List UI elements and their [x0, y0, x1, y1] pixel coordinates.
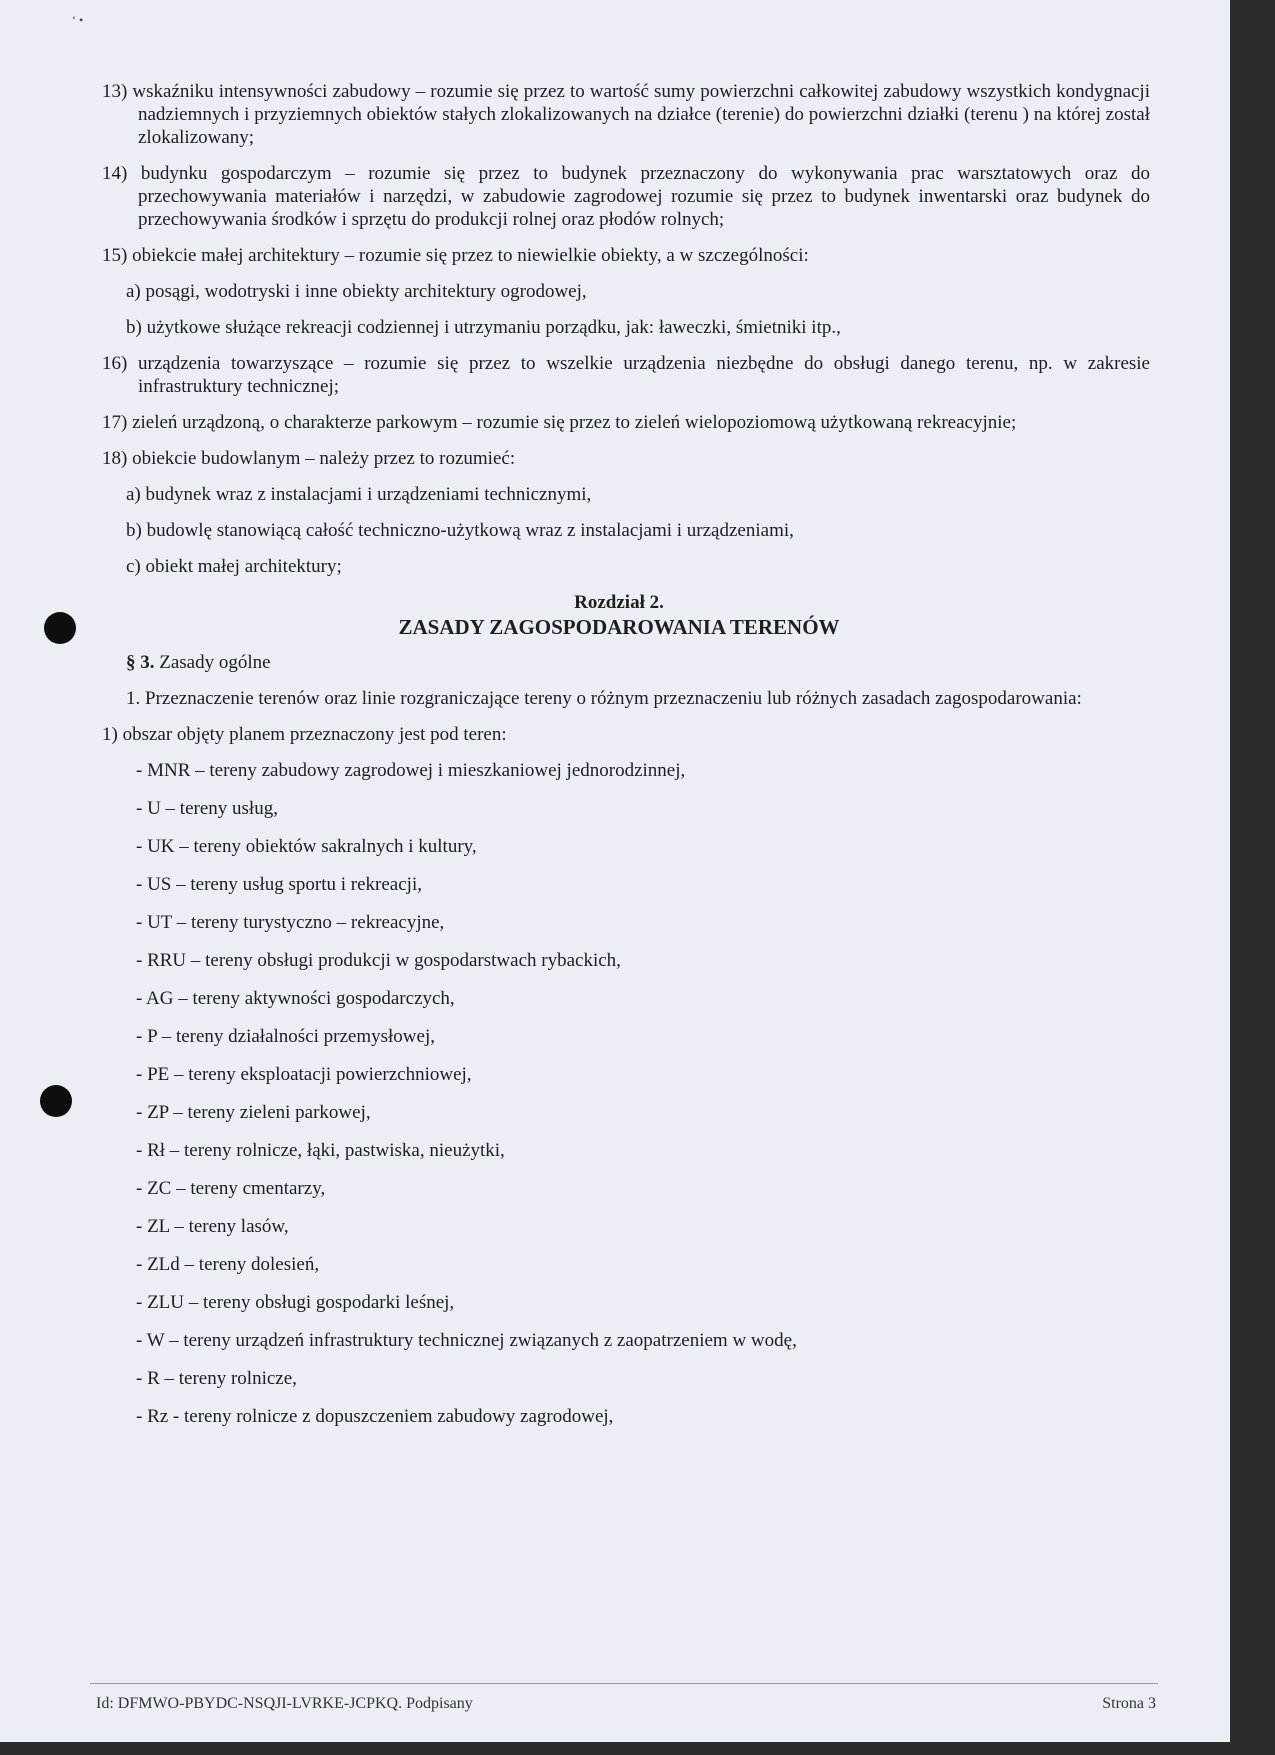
scan-border-right [1230, 0, 1275, 1755]
section-title: Zasady ogólne [159, 652, 271, 673]
section-heading [126, 651, 1150, 674]
document-id: Id: DFMWO-PBYDC-NSQJI-LVRKE-JCPKQ. Podpisany [96, 1695, 473, 1712]
list-item: - ZLU – tereny obsługi gospodarki leśnej, [136, 1292, 455, 1313]
corner-mark: ‘ • [72, 13, 84, 27]
scan-border-bottom [0, 1742, 1275, 1755]
list-item: - Rł – tereny rolnicze, łąki, pastwiska, nieużytki, [136, 1140, 505, 1161]
list-item: - U – tereny usług, [136, 798, 278, 819]
definition-14: 14) budynku gospodarczym – rozumie się przez to budynek przeznaczony do wykonywania prac warsztatowych oraz do przechowywania materiałów i narzędzi, w zabudowie zagrodowej rozumie się przez to budynek inwentarski oraz budynek do przechowywania środków i sprzętu do produkcji rolnej oraz płodów rolnych; [102, 163, 1150, 230]
point-1: 1) obszar objęty planem przeznaczony jest pod teren: [102, 724, 507, 745]
list-item: - ZP – tereny zieleni parkowej, [136, 1102, 371, 1123]
list-item: - UT – tereny turystyczno – rekreacyjne, [136, 912, 445, 933]
list-item: - W – tereny urządzeń infrastruktury technicznej związanych z zaopatrzeniem w wodę, [136, 1330, 797, 1351]
definition-16: 16) urządzenia towarzyszące – rozumie się przez to wszelkie urządzenia niezbędne do obsługi danego terenu, np. w zakresie infrastruktury technicznej; [102, 353, 1150, 397]
list-item: - AG – tereny aktywności gospodarczych, [136, 988, 455, 1009]
list-item: - ZL – tereny lasów, [136, 1216, 289, 1237]
list-item: - ZC – tereny cmentarzy, [136, 1178, 326, 1199]
definition-13: 13) wskaźniku intensywności zabudowy – rozumie się przez to wartość sumy powierzchni całkowitej zabudowy wszystkich kondygnacji nadziemnych i przyziemnych obiektów stałych zlokalizowanych na działce (terenie) do powierzchni działki (terenu ) na której został zlokalizowany; [102, 81, 1150, 148]
list-item: - P – tereny działalności przemysłowej, [136, 1026, 435, 1047]
list-item: - UK – tereny obiektów sakralnych i kultury, [136, 836, 477, 857]
definition-15-sub-a: a) posągi, wodotryski i inne obiekty architektury ogrodowej, [126, 281, 587, 302]
chapter-label: Rozdział 2. [574, 592, 664, 613]
document-body [88, 80, 1150, 1443]
page-number: Strona 3 [1102, 1695, 1156, 1712]
definition-15-sub-b: b) użytkowe służące rekreacji codziennej i utrzymaniu porządku, jak: ławeczki, śmietniki itp., [126, 317, 841, 338]
list-item: - PE – tereny eksploatacji powierzchniowej, [136, 1064, 472, 1085]
list-item: - Rz - tereny rolnicze z dopuszczeniem zabudowy zagrodowej, [136, 1406, 614, 1427]
terrain-list [88, 759, 1150, 1428]
chapter-title: ZASADY ZAGOSPODAROWANIA TERENÓW [398, 615, 840, 639]
punch-hole-upper [44, 612, 76, 644]
page-footer [96, 1695, 1156, 1713]
paragraph-1: 1. Przeznaczenie terenów oraz linie rozgraniczające tereny o różnym przeznaczeniu lub różnych zasadach zagospodarowania: [126, 688, 1082, 709]
definition-17: 17) zieleń urządzoną, o charakterze parkowym – rozumie się przez to zieleń wielopoziomową użytkowaną rekreacyjnie; [102, 412, 1017, 433]
list-item: - US – tereny usług sportu i rekreacji, [136, 874, 422, 895]
list-item: - ZLd – tereny dolesień, [136, 1254, 320, 1275]
section-sign: § 3. [126, 652, 155, 673]
definition-18-sub-b: b) budowlę stanowiącą całość techniczno-użytkową wraz z instalacjami i urządzeniami, [126, 520, 794, 541]
definition-18-sub-a: a) budynek wraz z instalacjami i urządzeniami technicznymi, [126, 484, 592, 505]
list-item: - MNR – tereny zabudowy zagrodowej i mieszkaniowej jednorodzinnej, [136, 760, 686, 781]
definition-18-sub-c: c) obiekt małej architektury; [126, 556, 342, 577]
footer-divider [90, 1683, 1158, 1684]
definition-18: 18) obiekcie budowlanym – należy przez to rozumieć: [102, 448, 516, 469]
list-item: - RRU – tereny obsługi produkcji w gospodarstwach rybackich, [136, 950, 621, 971]
punch-hole-lower [40, 1085, 72, 1117]
list-item: - R – tereny rolnicze, [136, 1368, 297, 1389]
definition-15: 15) obiekcie małej architektury – rozumie się przez to niewielkie obiekty, a w szczególności: [102, 245, 809, 266]
